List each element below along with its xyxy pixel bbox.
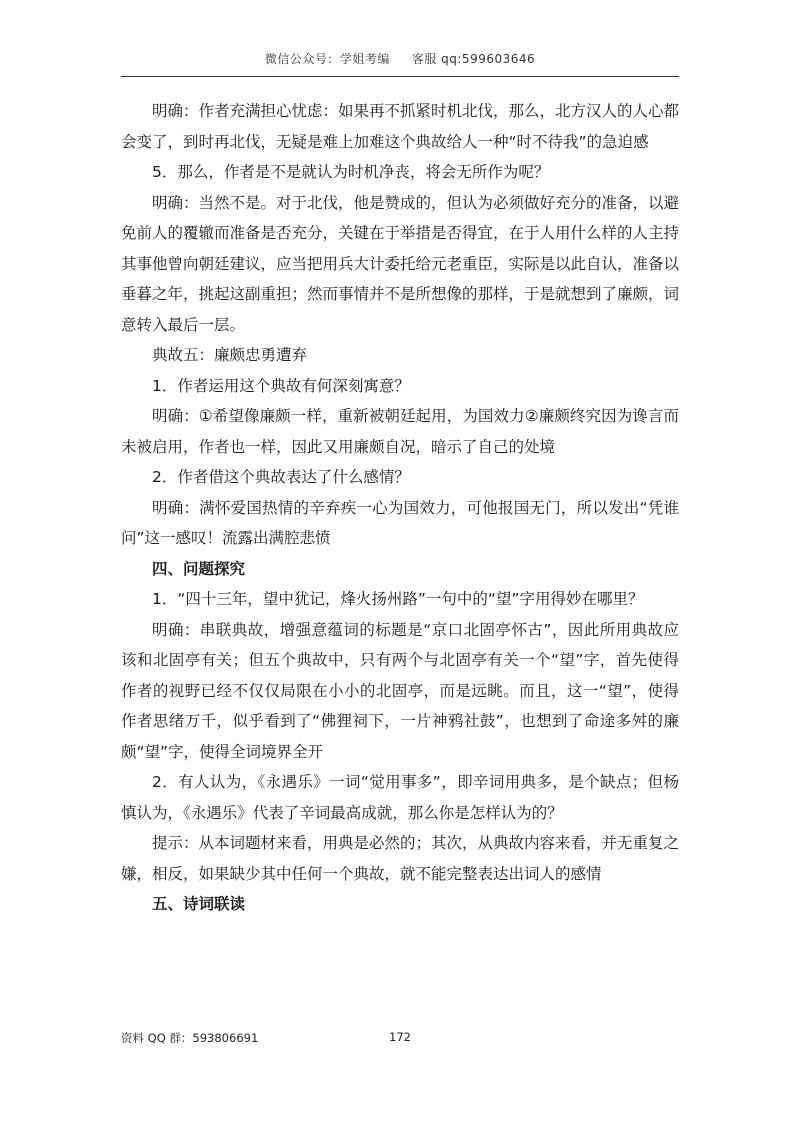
paragraph: 明确：串联典故，增强意蕴词的标题是“京口北固亭怀古”，因此所用典故应该和北固亭有关；但五个典故中，只有两个与北固亭有关一个“望”字，首先使得作者的视野已经不仅仅局限在小小的北固亭，而是远眺。而且，这一“望”，使得作者思绪万千，似乎看到了“佛狸祠下，一片神鸦社鼓”，也想到了命途多舛的廉颇“望”字，使得全词境界全开 [121,620,679,761]
paragraph: 明确：作者充满担心忧虑：如果再不抓紧时机北伐，那么，北方汉人的人心都会变了，到时再北伐，无疑是难上加难这个典故给人一种“时不待我”的急迫感 [121,102,680,151]
paragraph: 2．作者借这个典故表达了什么感情？ [152,468,410,486]
paragraph: 1．作者运用这个典故有何深刻寓意？ [152,376,410,395]
header-divider [121,76,679,77]
header-wechat: 微信公众号：学姐考编 [264,52,390,66]
header-service: 客服 qq:599603646 [411,52,536,66]
page-header [121,50,679,74]
paragraph: 2．有人认为，《永遇乐》一词“觉用事多”，即辛词用典多，是个缺点；但杨慎认为，《永遇乐》代表了辛词最高成就，那么你是怎样认为的？ [121,773,679,822]
paragraph: 明确：满怀爱国热情的辛弃疾一心为国效力，可他报国无门，所以发出“凭谁问”这一感叹！流露出满腔悲愤 [121,498,679,547]
paragraph: 明确：当然不是。对于北伐，他是赞成的，但认为必须做好充分的准备，以避免前人的覆辙而准备是否充分，关键在于举措是否得宜，在于人用什么样的人主持其事他曾向朝廷建议，应当把用兵大计委托给元老重臣，实际是以此自认，准备以垂暮之年，挑起这副重担；然而事情并不是所想像的那样，于是就想到了廉颇，词意转入最后一层。 [121,193,680,334]
document-body [121,96,679,920]
paragraph: 1．“四十三年，望中犹记，烽火扬州路”一句中的“望”字用得妙在哪里？ [152,590,644,608]
paragraph: 明确：①希望像廉颇一样，重新被朝廷起用，为国效力②廉颇终究因为谗言而未被启用，作者也一样，因此又用廉颇自况，暗示了自己的处境 [121,407,679,456]
section-heading: 五、诗词联读 [152,895,246,913]
paragraph: 5．那么，作者是不是就认为时机净丧，将会无所作为呢？ [152,163,550,181]
footer-qq-group: 资料 QQ 群：593806691 [121,1031,259,1045]
page-footer [121,1030,679,1050]
section-heading: 四、问题探究 [152,559,246,578]
paragraph: 提示：从本词题材来看，用典是必然的；其次，从典故内容来看，并无重复之嫌，相反，如果缺少其中任何一个典故，就不能完整表达出词人的感情 [121,834,680,883]
page-number: 172 [389,1030,411,1044]
paragraph: 典故五：廉颇忠勇遭弃 [152,346,308,364]
